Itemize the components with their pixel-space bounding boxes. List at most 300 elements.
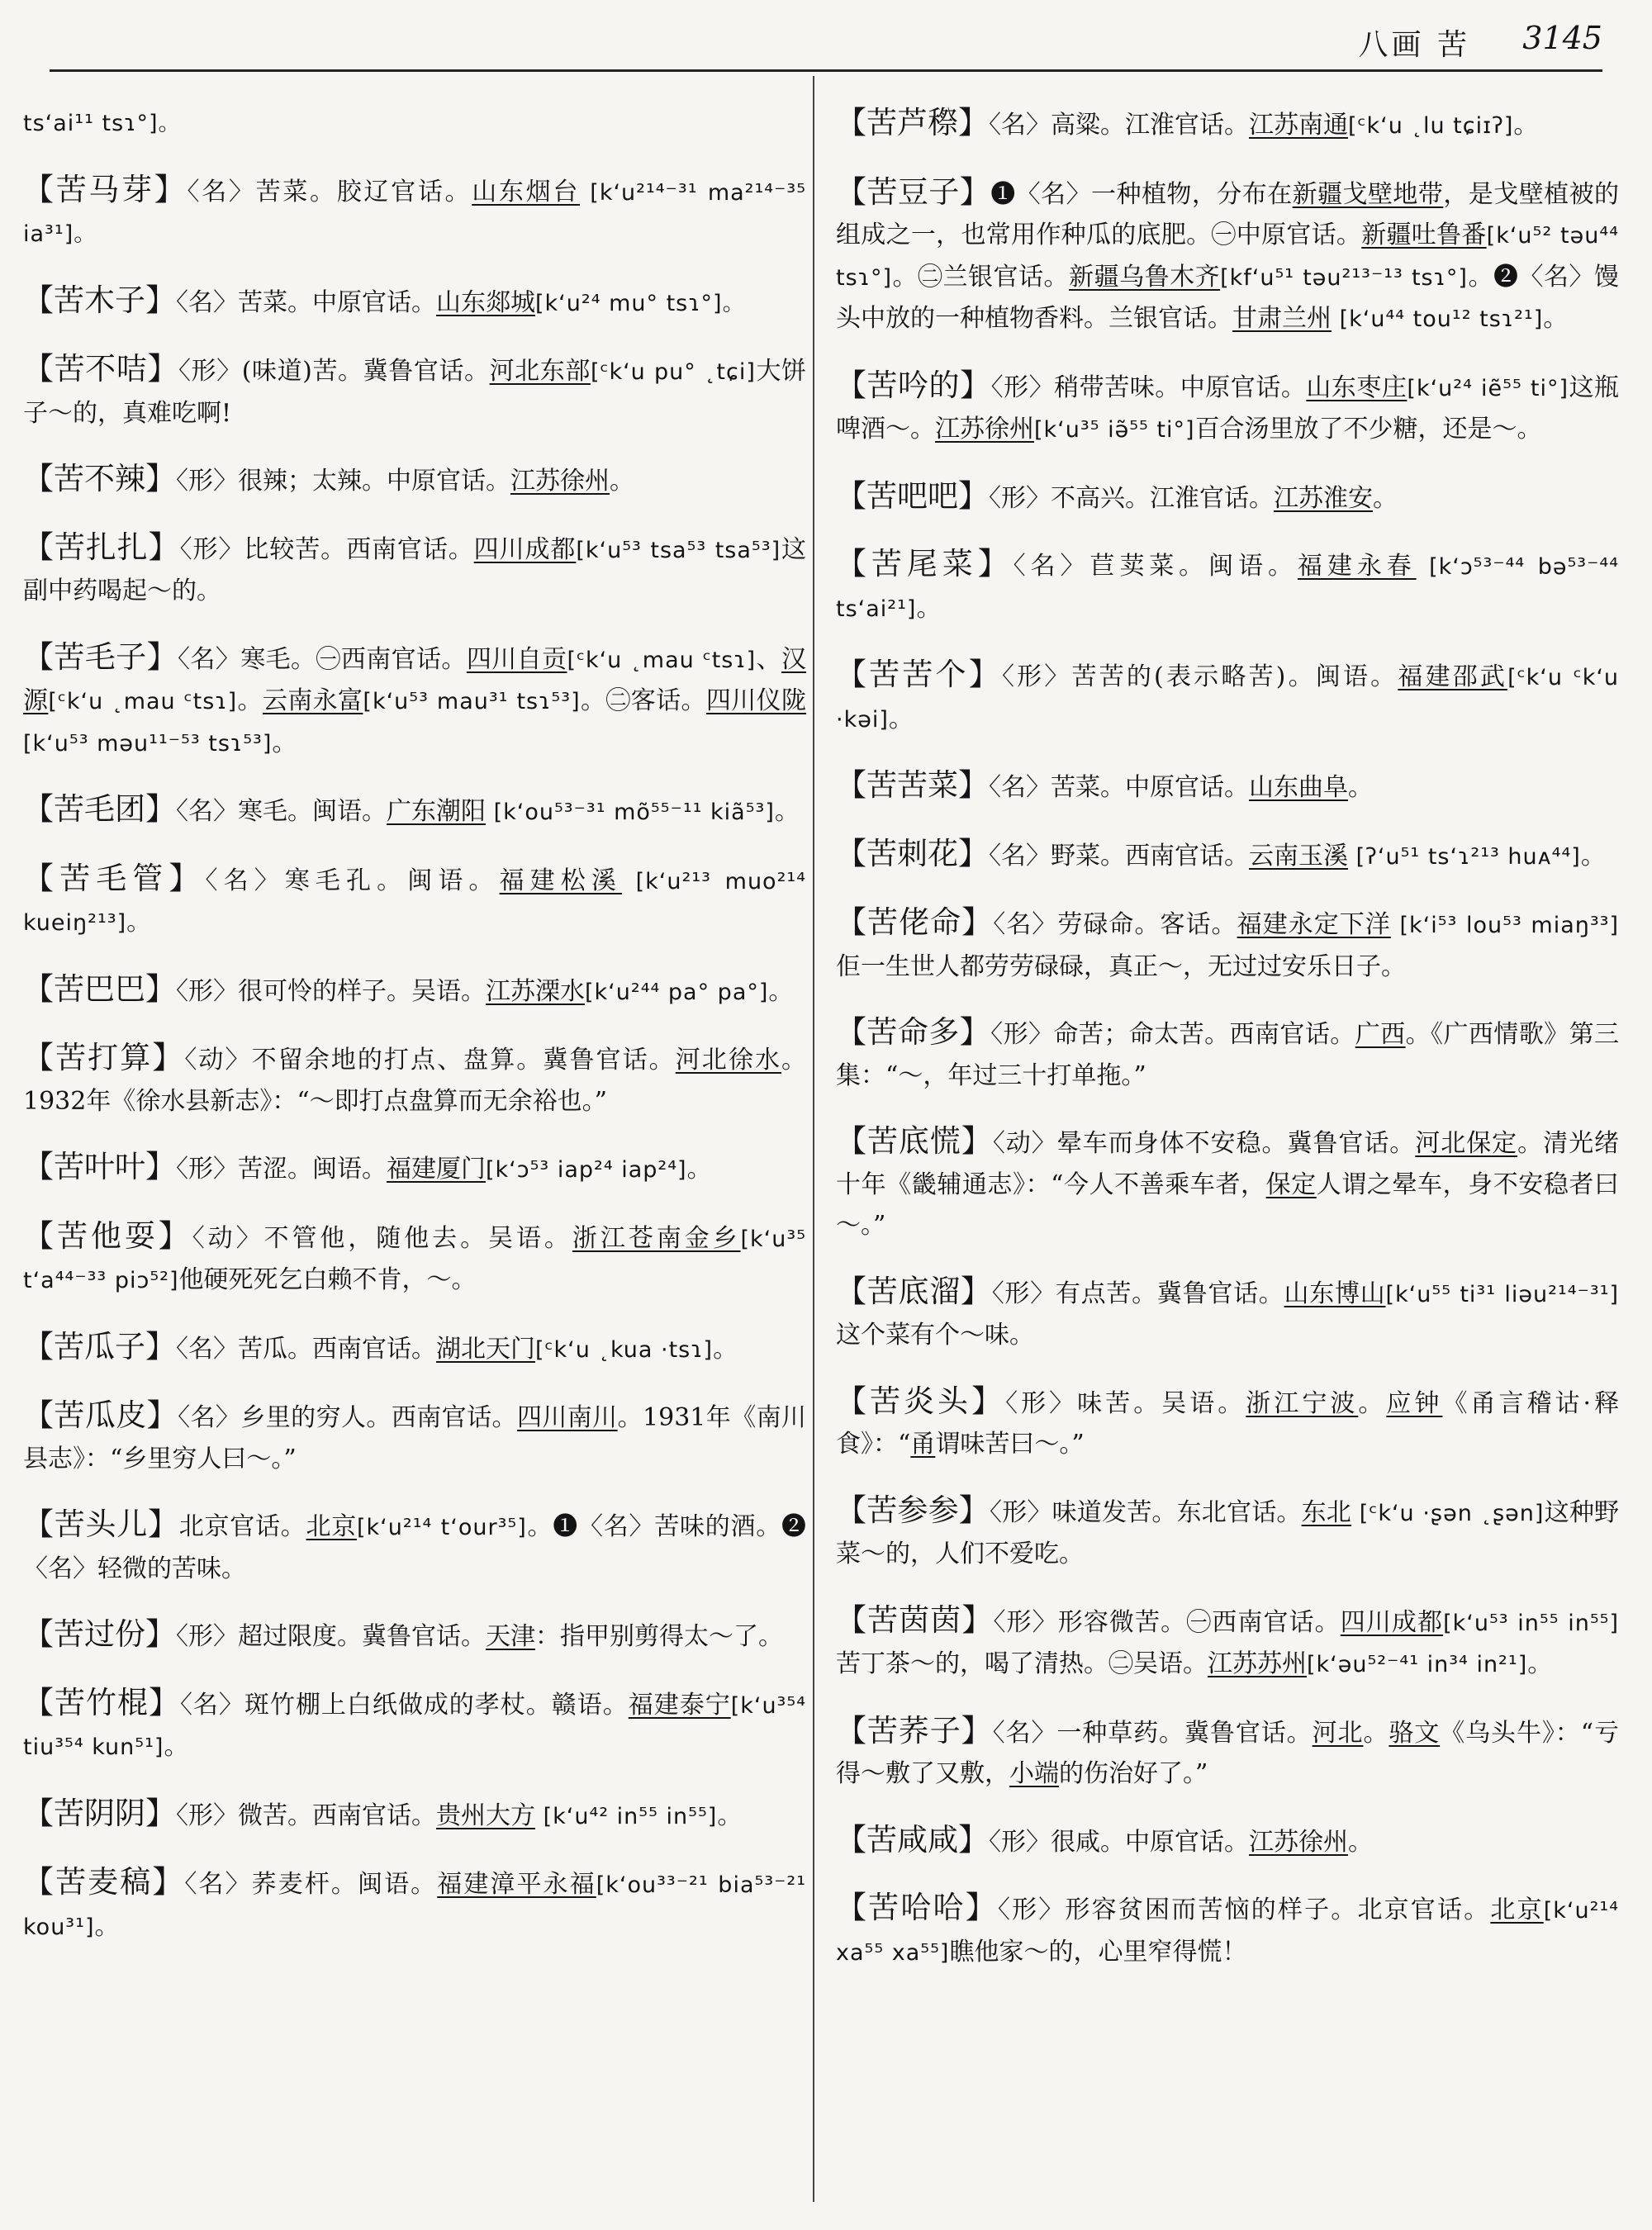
entry-text: 。 bbox=[713, 1334, 738, 1364]
dictionary-entry bbox=[836, 833, 1619, 878]
entry-headword: 【苦木子】 bbox=[23, 282, 176, 318]
definition-text: 野菜。 bbox=[1051, 841, 1125, 871]
dictionary-entry bbox=[23, 169, 806, 255]
place-name: 北京 bbox=[1490, 1896, 1544, 1924]
definition-text: 命苦；命太苦。 bbox=[1053, 1020, 1230, 1049]
part-of-speech: 〈形〉 bbox=[990, 372, 1055, 402]
pronunciation: [k‘i⁵³ lou⁵³ miaŋ³³] bbox=[1390, 913, 1620, 938]
place-name: 云南玉溪 bbox=[1249, 841, 1348, 871]
entry-text: ❶〈名〉一种植物，分布在 bbox=[990, 179, 1293, 209]
place-name: 新疆乌鲁木齐 bbox=[1069, 262, 1221, 292]
dialect-label: 西南官话。 bbox=[1229, 1020, 1355, 1049]
definition-text: 乡里的穷人。 bbox=[240, 1403, 392, 1432]
entry-text: 。1931年《南川县志》：“乡里穷人曰～。” bbox=[23, 1403, 807, 1473]
dialect-label: 西南官话。 bbox=[346, 534, 474, 564]
part-of-speech: 〈名〉 bbox=[992, 1718, 1057, 1748]
entry-headword: 【苦咸咸】 bbox=[836, 1821, 989, 1858]
entry-text: 。 bbox=[1348, 773, 1373, 802]
pronunciation: [ʔ‘u⁵¹ ts‘ɿ²¹³ huᴀ⁴⁴] bbox=[1348, 843, 1581, 870]
dialect-label: 闽语。 bbox=[312, 797, 387, 826]
part-of-speech: 〈形〉 bbox=[176, 467, 238, 496]
entry-text: 《乌头牛》：“亏得～敷了又敷， bbox=[836, 1718, 1619, 1788]
pronunciation: [k‘u⁵³ tsa⁵³ tsa⁵³] bbox=[576, 537, 781, 563]
dialect-label: 闽语。 bbox=[357, 1870, 438, 1899]
place-name: 汉源 bbox=[23, 644, 807, 715]
pronunciation: [k‘u⁴⁴ tou¹² tsɿ²¹] bbox=[1332, 306, 1544, 332]
pronunciation: [ᶜk‘u ·ʂən ˛ʂən] bbox=[1351, 1500, 1545, 1526]
section-heading: 八画 苦 bbox=[1358, 28, 1470, 62]
place-name: 新疆吐鲁番 bbox=[1361, 221, 1487, 249]
definition-text: 寒毛孔。 bbox=[284, 866, 408, 895]
pronunciation: [k‘u²⁴ iẽ⁵⁵ ti°] bbox=[1407, 375, 1569, 401]
dialect-label: 江淮官话。 bbox=[1150, 483, 1274, 513]
entry-text: 。 bbox=[237, 686, 263, 715]
definition-text: 形容贫困而苦恼的样子。 bbox=[1065, 1896, 1358, 1924]
entry-text: 。 bbox=[686, 1155, 712, 1184]
dictionary-entry bbox=[23, 1216, 806, 1302]
dialect-label: 冀鲁官话。 bbox=[1156, 1279, 1284, 1308]
place-name: 江苏南通 bbox=[1249, 111, 1348, 140]
place-name: 山东枣庄 bbox=[1306, 372, 1408, 402]
dialect-label: 赣语。 bbox=[551, 1690, 629, 1720]
part-of-speech: 〈名〉 bbox=[205, 866, 285, 895]
definition-text: 很咸。 bbox=[1051, 1827, 1125, 1857]
place-name: 新疆戈壁地带 bbox=[1292, 179, 1444, 209]
dictionary-entry bbox=[23, 637, 806, 765]
definition-text: 不高兴。 bbox=[1051, 483, 1150, 513]
column-divider bbox=[813, 76, 814, 2202]
pronunciation: [ᶜk‘u ˛lu tɕiɪʔ] bbox=[1348, 113, 1514, 139]
entry-text: 。㊁兰银官话。 bbox=[892, 262, 1070, 292]
place-name: 北京 bbox=[306, 1512, 357, 1541]
dictionary-entry bbox=[23, 1395, 806, 1479]
part-of-speech: 〈名〉 bbox=[187, 177, 256, 206]
entry-headword: 【苦毛子】 bbox=[23, 638, 178, 675]
entry-text: 佢一生世人都劳劳碌碌，真正～，无过过安乐日子。 bbox=[836, 951, 1406, 981]
dictionary-entry bbox=[836, 1012, 1619, 1096]
dictionary-entry bbox=[836, 102, 1619, 147]
dictionary-entry bbox=[23, 1504, 806, 1589]
entry-headword: 【苦苦个】 bbox=[836, 657, 1002, 692]
pronunciation: [k‘u²¹⁴⁻³¹ ma²¹⁴⁻³⁵ ia³¹]。 bbox=[23, 179, 807, 247]
dictionary-entry bbox=[836, 1887, 1619, 1973]
entry-headword: 【苦巴巴】 bbox=[23, 970, 176, 1007]
entry-text: 、 bbox=[756, 644, 782, 674]
dictionary-entry bbox=[836, 365, 1619, 451]
entry-text: ㊀西南官话。 bbox=[1186, 1607, 1341, 1637]
definition-text: 寒毛。 bbox=[238, 797, 312, 826]
pronunciation: [ᶜk‘u ˛kua ·tsɿ] bbox=[535, 1336, 714, 1363]
entry-text: 的伤治好了。” bbox=[1059, 1759, 1208, 1788]
entry-text: 。 bbox=[1373, 483, 1398, 513]
entry-headword: 【苦不辣】 bbox=[23, 461, 176, 496]
entry-text: 大饼子～的，真难吃啊! bbox=[23, 357, 807, 428]
place-name: 应钟 bbox=[1386, 1388, 1443, 1418]
place-name: 福建永定下洋 bbox=[1237, 910, 1391, 939]
dictionary-entry bbox=[23, 969, 806, 1013]
pronunciation: [k‘u⁵³ mau³¹ tsɿ⁵³] bbox=[363, 689, 581, 714]
place-name: 小端 bbox=[1009, 1759, 1059, 1788]
entry-text: 。 bbox=[610, 467, 634, 496]
dictionary-entry bbox=[836, 476, 1619, 520]
entry-headword: 【苦竹棍】 bbox=[23, 1684, 180, 1720]
entry-headword: 【苦瓜皮】 bbox=[23, 1397, 178, 1433]
part-of-speech: 〈形〉 bbox=[1005, 1388, 1078, 1418]
entry-headword: 【苦头儿】 bbox=[23, 1506, 179, 1542]
place-name: 骆文 bbox=[1389, 1718, 1441, 1748]
part-of-speech: 〈名〉 bbox=[176, 1334, 238, 1364]
dialect-label: 东北官话。 bbox=[1176, 1497, 1302, 1527]
dictionary-entry bbox=[23, 1146, 806, 1191]
part-of-speech: 〈名〉 bbox=[179, 1690, 244, 1720]
place-name: 江苏徐州 bbox=[935, 415, 1034, 444]
dictionary-entry bbox=[836, 1490, 1619, 1575]
pronunciation: [ᶜk‘u pu° ˛tɕi] bbox=[590, 359, 756, 385]
entry-headword: 【苦打算】 bbox=[23, 1040, 185, 1075]
definition-text: 寒毛。 bbox=[240, 644, 316, 674]
place-name: 云南永富 bbox=[262, 686, 363, 715]
entry-text: ，是戈壁植被的组成之一，也常用作种瓜的底肥。㊀中原官话。 bbox=[836, 179, 1620, 249]
pronunciation: [kf‘u⁵¹ təu²¹³⁻¹³ tsɿ°] bbox=[1220, 264, 1468, 291]
entry-headword: 【苦苦菜】 bbox=[836, 767, 989, 803]
place-name: 广西 bbox=[1355, 1020, 1406, 1049]
definition-text: 晕车而身体不安稳。 bbox=[1056, 1129, 1288, 1158]
dialect-label: 北京官话。 bbox=[1357, 1896, 1491, 1924]
pronunciation: [k‘u³⁵⁴ tiu³⁵⁴ kun⁵¹] bbox=[23, 1692, 807, 1760]
pronunciation: [k‘u⁵³ məu¹¹⁻⁵³ tsɿ⁵³] bbox=[23, 730, 273, 757]
place-name: 福建松溪 bbox=[499, 866, 622, 895]
pronunciation: [k‘u³⁵ iə̃⁵⁵ ti°] bbox=[1034, 417, 1195, 443]
entry-headword: 【苦尾菜】 bbox=[836, 546, 1014, 581]
definition-text: 味苦。 bbox=[1077, 1388, 1162, 1418]
entry-headword: 【苦芦穄】 bbox=[836, 105, 989, 140]
place-name: 福建邵武 bbox=[1398, 662, 1508, 691]
entry-text: 。 bbox=[916, 593, 942, 623]
definition-text: 很辣；太辣。 bbox=[238, 467, 387, 496]
place-name: 东北 bbox=[1301, 1497, 1352, 1527]
entry-headword: 【苦毛团】 bbox=[23, 791, 176, 827]
pronunciation: [ᶜk‘u ˛mau ᶜtsɿ] bbox=[48, 689, 238, 714]
entry-headword: 【苦吧吧】 bbox=[836, 477, 989, 514]
place-name: 四川南川 bbox=[516, 1403, 618, 1432]
part-of-speech: 〈形〉 bbox=[991, 1279, 1056, 1308]
dialect-label: 闽语。 bbox=[1208, 552, 1298, 581]
dictionary-entry bbox=[23, 1614, 806, 1658]
entry-headword: 【苦阴阴】 bbox=[23, 1795, 176, 1831]
entry-text: 。 bbox=[1513, 111, 1539, 140]
header-rule bbox=[50, 69, 1602, 72]
place-name: 四川成都 bbox=[473, 534, 577, 564]
pronunciation: [k‘u²⁴ mu° tsɿ°]。 bbox=[535, 290, 746, 316]
entry-headword: 【苦叶叶】 bbox=[23, 1149, 176, 1184]
definition-text: 有点苦。 bbox=[1055, 1279, 1157, 1308]
place-name: 四川自贡 bbox=[466, 644, 567, 674]
dialect-label: 冀鲁官话。 bbox=[1184, 1718, 1313, 1748]
place-name: 甬 bbox=[910, 1430, 936, 1459]
dictionary-entry bbox=[836, 902, 1619, 987]
dialect-label: 北京官话。 bbox=[178, 1512, 306, 1541]
dictionary-entry bbox=[23, 1682, 806, 1768]
dictionary-entry bbox=[23, 527, 806, 612]
dialect-label: 中原官话。 bbox=[1180, 372, 1307, 402]
pronunciation: [ᶜk‘u ᶜk‘u ·kəi] bbox=[836, 665, 1620, 733]
entry-text: 。 bbox=[94, 1911, 120, 1941]
dictionary-entry bbox=[23, 102, 806, 145]
pronunciation: ts‘ai¹¹ tsɿ°]。 bbox=[23, 111, 182, 136]
definition-text: 比较苦。 bbox=[244, 534, 347, 564]
place-name: 福建泰宁 bbox=[628, 1690, 731, 1720]
pronunciation: [k‘u²¹⁴ t‘our³⁵] bbox=[357, 1515, 527, 1540]
dialect-label: 中原官话。 bbox=[1125, 773, 1249, 802]
right-column bbox=[836, 78, 1619, 1982]
entry-text: 这副中药喝起～的。 bbox=[23, 534, 807, 605]
place-name: 江苏苏州 bbox=[1208, 1649, 1307, 1678]
dictionary-entry bbox=[23, 789, 806, 833]
dialect-label: 中原官话。 bbox=[1125, 1827, 1249, 1857]
part-of-speech: 〈名〉 bbox=[989, 111, 1051, 140]
part-of-speech: 〈形〉 bbox=[1001, 662, 1072, 691]
entry-text: ：指甲别剪得太～了。 bbox=[535, 1622, 783, 1651]
part-of-speech: 〈形〉 bbox=[990, 1020, 1054, 1049]
definition-text: 荞麦杆。 bbox=[251, 1870, 358, 1899]
part-of-speech: 〈名〉 bbox=[993, 910, 1058, 939]
place-name: 山东烟台 bbox=[472, 177, 581, 206]
part-of-speech: 〈形〉 bbox=[178, 357, 242, 386]
dictionary-entry bbox=[23, 1037, 806, 1122]
definition-text: 不留余地的打点、盘算。 bbox=[251, 1046, 544, 1075]
pronunciation: [k‘u²⁴⁴ pa° pa°] bbox=[585, 979, 769, 1005]
part-of-speech: 〈名〉 bbox=[184, 1870, 252, 1899]
entry-text: 。清光绪十年《畿辅通志》：“今人不善乘车者， bbox=[836, 1129, 1620, 1199]
dictionary-entry bbox=[23, 280, 806, 325]
place-name: 河北东部 bbox=[489, 357, 591, 386]
entry-text: 这种野菜～的，人们不爱吃。 bbox=[836, 1497, 1620, 1568]
part-of-speech: 〈形〉 bbox=[990, 1497, 1052, 1527]
part-of-speech: 〈形〉 bbox=[179, 534, 244, 564]
entry-text: 。 bbox=[774, 797, 800, 826]
page-number: 3145 bbox=[1522, 20, 1602, 56]
page-header bbox=[50, 18, 1602, 61]
definition-text: (味道)苦。 bbox=[241, 357, 363, 386]
place-name: 山东博山 bbox=[1284, 1279, 1386, 1308]
place-name: 湖北天门 bbox=[436, 1334, 535, 1364]
part-of-speech: 〈形〉 bbox=[993, 1607, 1058, 1637]
part-of-speech: 〈名〉 bbox=[178, 1403, 241, 1432]
part-of-speech: 〈形〉 bbox=[989, 1827, 1051, 1857]
entry-text: 。 bbox=[768, 976, 794, 1006]
dictionary-entry bbox=[23, 1862, 806, 1948]
pronunciation: [ᶜk‘u ˛mau ᶜtsɿ] bbox=[567, 647, 757, 673]
entry-headword: 【苦他耍】 bbox=[23, 1217, 192, 1254]
dialect-label: 吴语。 bbox=[1161, 1388, 1246, 1418]
definition-text: 很可怜的样子。 bbox=[238, 976, 411, 1006]
entry-text: 。 bbox=[272, 728, 297, 757]
entry-text: ㊀西南官话。 bbox=[316, 644, 467, 674]
dictionary-entry bbox=[836, 654, 1619, 740]
definition-text: 一种草药。 bbox=[1056, 1718, 1184, 1748]
entry-headword: 【苦参参】 bbox=[836, 1492, 990, 1528]
definition-text: 苦菜。 bbox=[255, 177, 337, 206]
dialect-label: 闽语。 bbox=[407, 866, 500, 895]
part-of-speech: 〈名〉 bbox=[176, 287, 238, 317]
part-of-speech: 〈形〉 bbox=[989, 483, 1051, 513]
entry-headword: 【苦命多】 bbox=[836, 1014, 991, 1050]
definition-text: 斑竹棚上白纸做成的孝杖。 bbox=[244, 1690, 552, 1720]
dictionary-entry bbox=[836, 543, 1619, 629]
dialect-label: 胶辽官话。 bbox=[336, 177, 472, 206]
definition-text: 味道发苦。 bbox=[1051, 1497, 1177, 1527]
part-of-speech: 〈形〉 bbox=[176, 1622, 238, 1651]
part-of-speech: 〈动〉 bbox=[184, 1046, 252, 1075]
place-name: 江苏徐州 bbox=[510, 467, 610, 496]
place-name: 保定 bbox=[1265, 1170, 1317, 1199]
definition-text: 高粱。 bbox=[1051, 111, 1125, 140]
dialect-label: 西南官话。 bbox=[312, 1801, 436, 1830]
entry-text: 苦丁茶～的，喝了清热。㊁吴语。 bbox=[836, 1649, 1208, 1678]
entry-text: 。 bbox=[126, 908, 152, 937]
definition-text: 稍带苦味。 bbox=[1054, 372, 1180, 402]
place-name: 江苏溧水 bbox=[486, 976, 585, 1006]
dictionary-entry bbox=[23, 858, 806, 944]
pronunciation: [k‘u⁵³ in⁵⁵ in⁵⁵] bbox=[1443, 1610, 1620, 1636]
dialect-label: 西南官话。 bbox=[312, 1334, 436, 1364]
dialect-label: 西南官话。 bbox=[1125, 841, 1249, 871]
part-of-speech: 〈动〉 bbox=[992, 1129, 1057, 1158]
dialect-label: 闽语。 bbox=[312, 1155, 387, 1184]
entry-text: 人谓之晕车，身不安稳者曰～。” bbox=[836, 1170, 1619, 1240]
entry-text: 谓味苦曰～。” bbox=[935, 1430, 1085, 1459]
entry-headword: 【苦哈哈】 bbox=[836, 1890, 998, 1925]
dialect-label: 冀鲁官话。 bbox=[362, 1622, 486, 1651]
part-of-speech: 〈名〉 bbox=[1013, 552, 1090, 581]
dialect-label: 中原官话。 bbox=[312, 287, 436, 317]
place-name: 广东潮阳 bbox=[387, 797, 486, 826]
entry-headword: 【苦刺花】 bbox=[836, 835, 989, 871]
pronunciation: [k‘əu⁵²⁻⁴¹ in³⁴ in²¹] bbox=[1307, 1652, 1528, 1677]
place-name: 四川仪陇 bbox=[705, 686, 807, 715]
entry-text: 。❶〈名〉苦味的酒。❷〈名〉轻微的苦味。 bbox=[23, 1512, 806, 1583]
place-name: 浙江宁波 bbox=[1246, 1388, 1359, 1418]
part-of-speech: 〈名〉 bbox=[989, 773, 1051, 802]
entry-text: 。 bbox=[717, 1801, 743, 1830]
dictionary-entry bbox=[836, 765, 1619, 809]
part-of-speech: 〈动〉 bbox=[192, 1223, 264, 1253]
place-name: 江苏徐州 bbox=[1249, 1827, 1348, 1857]
dialect-label: 冀鲁官话。 bbox=[543, 1046, 676, 1075]
dialect-label: 客话。 bbox=[1160, 910, 1237, 939]
pronunciation: [k‘ou³³⁻²¹ bia⁵³⁻²¹ kou³¹] bbox=[23, 1872, 807, 1940]
definition-text: 苦苦的(表示略苦)。 bbox=[1071, 662, 1316, 691]
entry-headword: 【苦底慌】 bbox=[836, 1123, 993, 1159]
definition-text: 苦涩。 bbox=[238, 1155, 312, 1184]
entry-headword: 【苦麦稿】 bbox=[23, 1864, 185, 1900]
entry-text: 。❷〈名〉馒头中放的一种植物香料。兰银官话。 bbox=[836, 262, 1620, 333]
part-of-speech: 〈名〉 bbox=[176, 797, 238, 826]
place-name: 福建永春 bbox=[1297, 552, 1417, 581]
pronunciation: [k‘u³⁵ t‘a⁴⁴⁻³³ piɔ⁵²] bbox=[23, 1226, 807, 1293]
entry-text: 。 bbox=[1543, 304, 1569, 333]
entry-text: 。㊁客话。 bbox=[580, 686, 706, 715]
entry-headword: 【苦马芽】 bbox=[23, 171, 188, 207]
pronunciation: [k‘ou⁵³⁻³¹ mõ⁵⁵⁻¹¹ kiã⁵³] bbox=[486, 799, 775, 825]
entry-text: 。1932年《徐水县新志》：“～即打点盘算而无余裕也。” bbox=[23, 1046, 807, 1116]
pronunciation: [k‘u²¹³ muo²¹⁴ kueiŋ²¹³] bbox=[23, 868, 807, 936]
part-of-speech: 〈形〉 bbox=[997, 1896, 1066, 1924]
place-name: 江苏淮安 bbox=[1274, 483, 1373, 513]
entry-headword: 【苦扎扎】 bbox=[23, 529, 180, 565]
place-name: 浙江苍南金乡 bbox=[572, 1223, 741, 1253]
entry-text: 。 bbox=[1527, 1649, 1553, 1678]
part-of-speech: 〈形〉 bbox=[176, 1155, 238, 1184]
dictionary-entry bbox=[23, 1793, 806, 1838]
dictionary-entry bbox=[836, 1381, 1619, 1465]
entry-text: 。 bbox=[1348, 1827, 1373, 1857]
entry-headword: 【苦荞子】 bbox=[836, 1712, 993, 1748]
dialect-label: 吴语。 bbox=[411, 976, 486, 1006]
entry-headword: 【苦佬命】 bbox=[836, 904, 994, 940]
entry-text: 。 bbox=[1363, 1718, 1389, 1748]
entry-headword: 【苦底溜】 bbox=[836, 1273, 992, 1309]
definition-text: 苦瓜。 bbox=[238, 1334, 312, 1364]
part-of-speech: 〈名〉 bbox=[989, 841, 1051, 871]
pronunciation: [k‘ɔ⁵³ iap²⁴ iap²⁴] bbox=[486, 1157, 687, 1183]
place-name: 河北徐水 bbox=[675, 1046, 782, 1075]
entry-text: 这瓶啤酒～。 bbox=[836, 372, 1620, 444]
dictionary-entry bbox=[836, 1600, 1619, 1686]
pronunciation: [k‘ɔ⁵³⁻⁴⁴ bə⁵³⁻⁴⁴ ts‘ai²¹] bbox=[836, 554, 1620, 622]
definition-text: 苦菜。 bbox=[1051, 773, 1125, 802]
entry-headword: 【苦毛管】 bbox=[23, 860, 206, 896]
place-name: 甘肃兰州 bbox=[1232, 304, 1332, 333]
pronunciation: [k‘u⁴² in⁵⁵ in⁵⁵] bbox=[535, 1803, 718, 1829]
place-name: 河北保定 bbox=[1415, 1129, 1518, 1158]
entry-text: 。 bbox=[1580, 841, 1606, 871]
dictionary-entry bbox=[23, 1326, 806, 1371]
entry-headword: 【苦瓜子】 bbox=[23, 1328, 176, 1364]
entry-text: 。 bbox=[1358, 1388, 1387, 1418]
place-name: 贵州大方 bbox=[436, 1801, 535, 1830]
dialect-label: 闽语。 bbox=[1315, 662, 1398, 691]
dialect-label: 冀鲁官话。 bbox=[1287, 1129, 1416, 1158]
dictionary-entry bbox=[836, 1121, 1619, 1246]
pronunciation: [k‘u²¹⁴ xa⁵⁵ xa⁵⁵] bbox=[836, 1898, 1620, 1966]
pronunciation: [k‘u⁵⁵ ti³¹ liəu²¹⁴⁻³¹] bbox=[1385, 1281, 1620, 1307]
place-name: 河北 bbox=[1312, 1718, 1364, 1748]
entry-headword: 【苦吟的】 bbox=[836, 367, 991, 403]
dictionary-entry bbox=[23, 349, 806, 434]
entry-text: 《甬言稽诂·释食》：“ bbox=[836, 1388, 1620, 1459]
dictionary-entry bbox=[836, 1271, 1619, 1356]
dictionary-entry bbox=[836, 1710, 1619, 1795]
place-name: 福建漳平永福 bbox=[437, 1870, 596, 1899]
definition-text: 劳碌命。 bbox=[1057, 910, 1161, 939]
entry-headword: 【苦炎头】 bbox=[836, 1383, 1006, 1419]
entry-text: 他硬死死乞白赖不肯，～。 bbox=[178, 1265, 477, 1294]
dictionary-entry bbox=[836, 1820, 1619, 1863]
dictionary-entry bbox=[836, 172, 1619, 340]
place-name: 天津 bbox=[486, 1622, 535, 1651]
definition-text: 超过限度。 bbox=[238, 1622, 362, 1651]
entry-headword: 【苦不咭】 bbox=[23, 351, 178, 387]
entry-text: 。 bbox=[164, 1732, 189, 1761]
part-of-speech: 〈名〉 bbox=[178, 644, 241, 674]
pronunciation: [k‘u⁵² təu⁴⁴ tsɿ°] bbox=[836, 223, 1620, 291]
entry-text: 这个菜有个～味。 bbox=[836, 1321, 1034, 1350]
place-name: 山东郯城 bbox=[436, 287, 535, 317]
definition-text: 苣荬菜。 bbox=[1089, 552, 1209, 581]
definition-text: 形容微苦。 bbox=[1057, 1607, 1187, 1637]
entry-text: 瞧他家～的，心里窄得慌！ bbox=[949, 1937, 1247, 1967]
